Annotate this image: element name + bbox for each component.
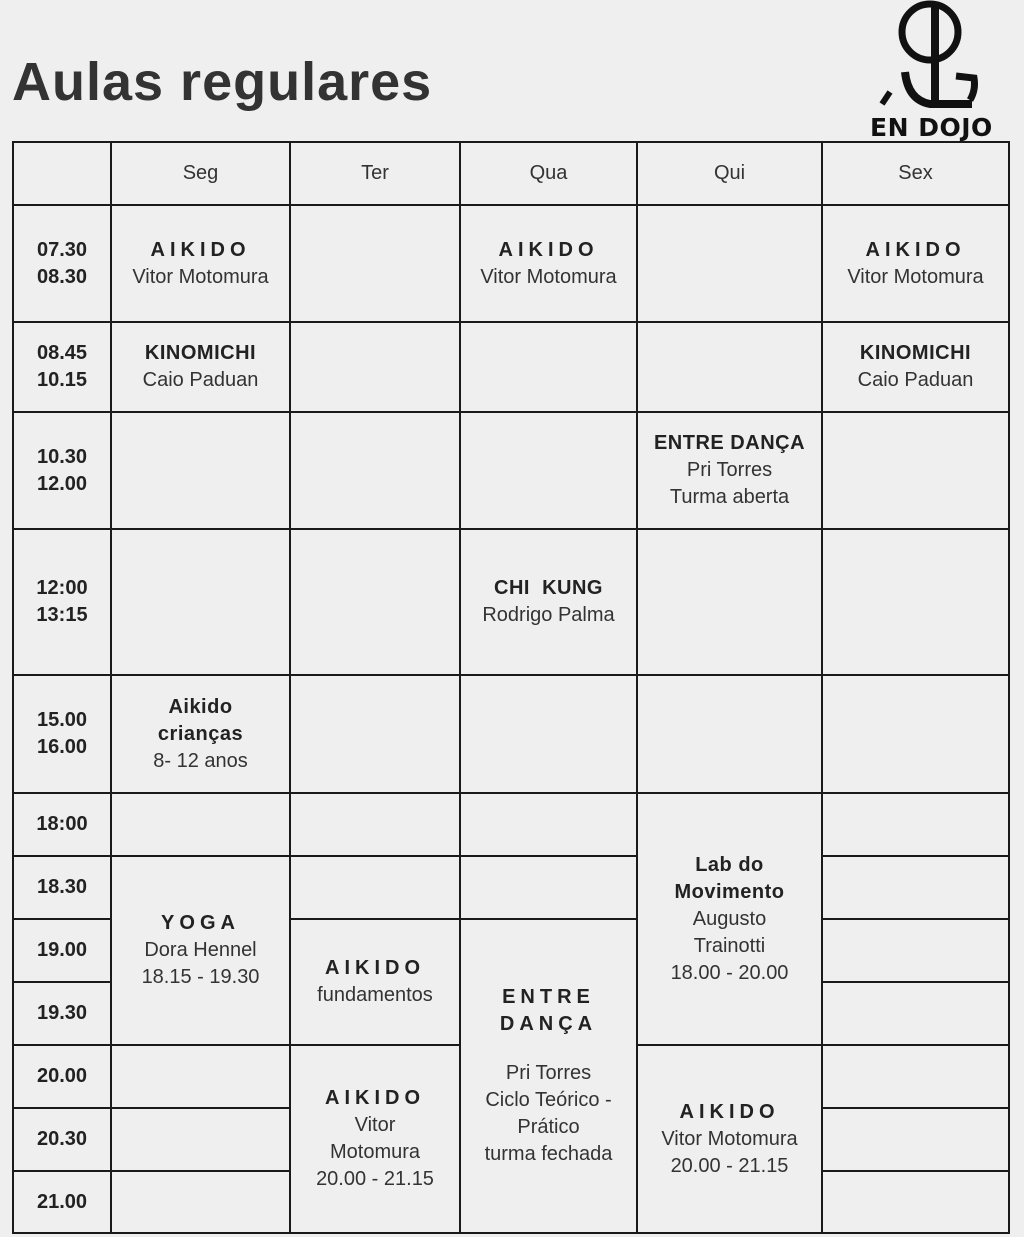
class-teacher: Augusto	[692, 907, 767, 930]
time-end: 13:15	[36, 604, 88, 626]
class-teacher: Trainotti	[693, 934, 766, 957]
empty-cell	[290, 529, 460, 675]
table-row	[13, 793, 1009, 856]
schedule-table	[12, 141, 1010, 1234]
class-teacher: Dora Hennel	[144, 939, 257, 961]
class-time: 20.00 - 21.15	[670, 1154, 789, 1177]
class-name: crianças	[157, 722, 244, 745]
empty-cell	[111, 412, 290, 529]
class-name: KINOMICHI	[144, 342, 257, 364]
empty-cell	[637, 529, 822, 675]
class-teacher: Vitor Motomura	[847, 265, 984, 288]
class-teacher: Pri Torres	[686, 459, 773, 481]
time-cell	[13, 675, 111, 793]
class-cell-aikido	[460, 205, 637, 322]
day-header-qua: Qua	[460, 142, 637, 205]
time-end: 08.30	[36, 265, 88, 288]
class-teacher: Vitor	[354, 1114, 396, 1136]
time-end: 16.00	[36, 736, 88, 758]
empty-cell	[822, 982, 1009, 1045]
table-row	[13, 205, 1009, 322]
empty-cell	[111, 529, 290, 675]
class-name: ENTRE	[502, 986, 595, 1008]
class-teacher: Vitor Motomura	[661, 1127, 798, 1150]
class-note: Prático	[517, 1116, 580, 1138]
class-cell-kinomichi	[111, 322, 290, 412]
class-cell-entre-danca	[460, 919, 637, 1233]
class-note: 8- 12 anos	[153, 749, 248, 772]
class-name: AIKIDO	[150, 238, 251, 261]
empty-cell	[460, 793, 637, 856]
table-row	[13, 412, 1009, 529]
class-cell-aikido	[637, 1045, 822, 1233]
empty-cell	[290, 856, 460, 919]
empty-cell	[637, 322, 822, 412]
time-start: 08.45	[36, 342, 88, 364]
spacer	[461, 1038, 636, 1060]
class-cell-kinomichi	[822, 322, 1009, 412]
empty-cell	[290, 412, 460, 529]
class-cell-entre-danca	[637, 412, 822, 529]
time-cell: 18.30	[13, 856, 111, 919]
class-cell-lab-movimento	[637, 793, 822, 1045]
class-cell-aikido	[822, 205, 1009, 322]
time-cell: 21.00	[13, 1171, 111, 1233]
class-note: Turma aberta	[669, 486, 790, 508]
empty-cell	[822, 919, 1009, 982]
class-name: AIKIDO	[325, 1087, 425, 1109]
class-teacher: Vitor Motomura	[480, 265, 617, 288]
class-cell-aikido	[290, 1045, 460, 1233]
class-name: DANÇA	[499, 1013, 598, 1035]
class-name: AIKIDO	[679, 1100, 780, 1123]
empty-cell	[111, 1045, 290, 1108]
empty-cell	[637, 675, 822, 793]
empty-cell	[460, 856, 637, 919]
empty-cell	[822, 412, 1009, 529]
empty-cell	[111, 793, 290, 856]
time-cell	[13, 322, 111, 412]
class-cell-aikido	[111, 205, 290, 322]
class-time: 20.00 - 21.15	[316, 1168, 434, 1190]
table-row	[13, 675, 1009, 793]
class-name: YOGA	[161, 912, 240, 934]
time-cell	[13, 205, 111, 322]
empty-cell	[822, 1045, 1009, 1108]
time-end: 12.00	[36, 472, 88, 495]
class-name: AIKIDO	[865, 238, 966, 261]
empty-cell	[460, 675, 637, 793]
time-start: 15.00	[36, 709, 88, 731]
class-cell-chi-kung	[460, 529, 637, 675]
empty-cell	[822, 856, 1009, 919]
day-header-seg: Seg	[111, 142, 290, 205]
class-name: Lab do	[695, 853, 764, 876]
empty-cell	[290, 793, 460, 856]
empty-cell	[290, 675, 460, 793]
empty-cell	[822, 1108, 1009, 1171]
class-name: KINOMICHI	[859, 342, 972, 364]
empty-cell	[111, 1108, 290, 1171]
class-note: fundamentos	[317, 984, 433, 1006]
class-name: AIKIDO	[498, 238, 599, 261]
day-header-sex: Sex	[822, 142, 1009, 205]
class-teacher: Caio Paduan	[857, 369, 974, 391]
empty-cell	[460, 412, 637, 529]
class-teacher: Caio Paduan	[142, 369, 259, 391]
time-cell: 19.30	[13, 982, 111, 1045]
empty-cell	[111, 1171, 290, 1233]
time-start: 10.30	[36, 445, 88, 468]
class-cell-yoga	[111, 856, 290, 1045]
en-dojo-logo	[860, 0, 1000, 140]
time-start: 12:00	[36, 577, 88, 599]
class-time: 18.00 - 20.00	[670, 961, 789, 984]
class-name: ENTRE DANÇA	[653, 432, 806, 454]
time-cell: 19.00	[13, 919, 111, 982]
class-teacher: Pri Torres	[505, 1062, 592, 1084]
time-cell: 20.30	[13, 1108, 111, 1171]
empty-cell	[822, 675, 1009, 793]
class-time: 18.15 - 19.30	[141, 966, 260, 988]
class-teacher: Rodrigo Palma	[482, 604, 615, 626]
time-cell	[13, 412, 111, 529]
time-end: 10.15	[36, 369, 88, 391]
class-teacher: Vitor Motomura	[132, 265, 269, 288]
class-name: Aikido	[168, 695, 233, 718]
class-name: CHI KUNG	[494, 577, 603, 599]
table-row	[13, 529, 1009, 675]
class-cell-aikido-criancas	[111, 675, 290, 793]
time-cell: 20.00	[13, 1045, 111, 1108]
class-name: Movimento	[674, 880, 785, 903]
corner-cell	[13, 142, 111, 205]
empty-cell	[460, 322, 637, 412]
empty-cell	[822, 1171, 1009, 1233]
empty-cell	[290, 205, 460, 322]
logo-text: EN DOJO	[870, 113, 993, 142]
day-header-ter: Ter	[290, 142, 460, 205]
empty-cell	[822, 529, 1009, 675]
time-cell	[13, 529, 111, 675]
header-row	[13, 142, 1009, 205]
time-start: 07.30	[36, 238, 88, 261]
page-title: Aulas regulares	[12, 52, 433, 112]
empty-cell	[637, 205, 822, 322]
en-dojo-emblem-icon	[860, 0, 1000, 115]
table-row	[13, 856, 1009, 919]
class-name: AIKIDO	[325, 957, 425, 979]
empty-cell	[822, 793, 1009, 856]
class-teacher: Motomura	[329, 1141, 421, 1163]
class-note: turma fechada	[484, 1143, 613, 1165]
table-row	[13, 322, 1009, 412]
class-note: Ciclo Teórico -	[485, 1089, 612, 1111]
class-cell-aikido-fundamentos	[290, 919, 460, 1045]
day-header-qui: Qui	[637, 142, 822, 205]
time-cell: 18:00	[13, 793, 111, 856]
empty-cell	[290, 322, 460, 412]
